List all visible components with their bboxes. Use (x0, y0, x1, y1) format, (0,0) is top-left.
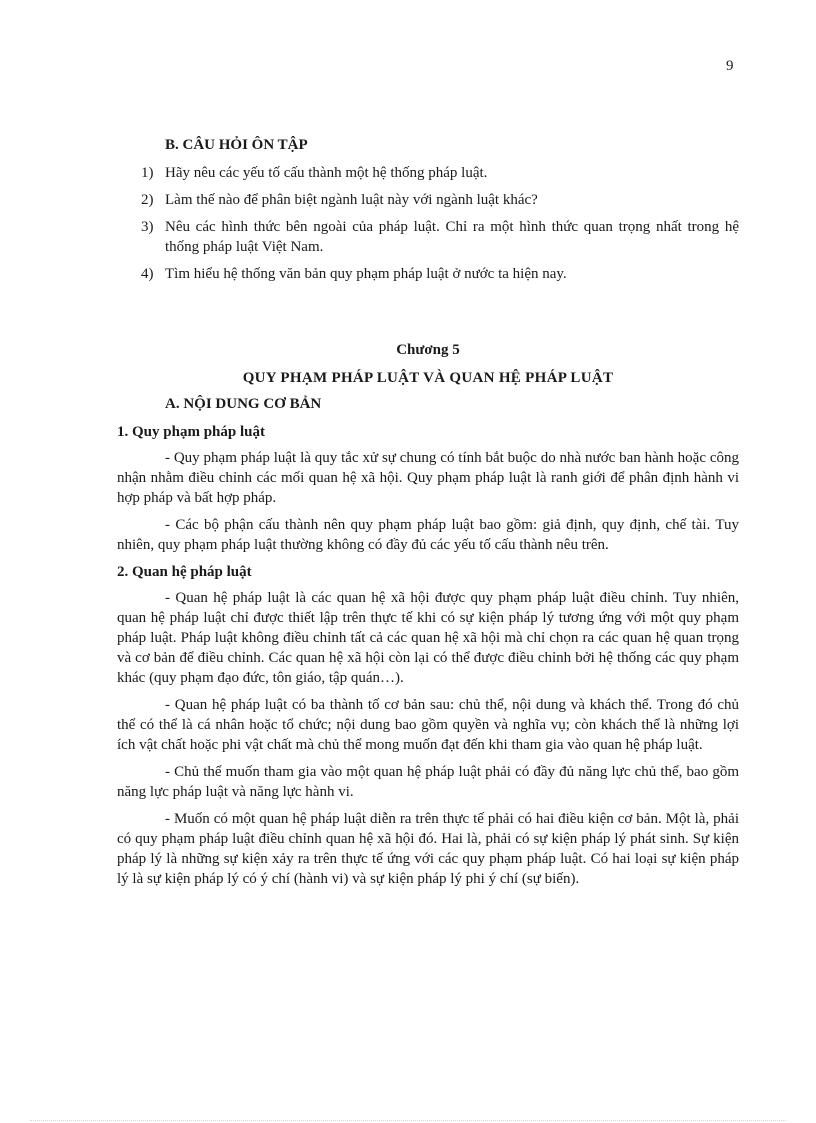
subsection-heading: 2. Quan hệ pháp luật (117, 564, 252, 580)
question-item (117, 217, 739, 257)
question-item (117, 264, 739, 284)
chapter-title: QUY PHẠM PHÁP LUẬT VÀ QUAN HỆ PHÁP LUẬT (242, 370, 614, 386)
question-text: Nêu các hình thức bên ngoài của pháp luật. Chỉ ra một hình thức quan trọng nhất trong hệ thống pháp luật Việt Nam. (165, 219, 739, 255)
section-b-title: B. CÂU HỎI ÔN TẬP (165, 137, 308, 153)
document-body (117, 135, 739, 896)
paragraph: - Quy phạm pháp luật là quy tắc xử sự chung có tính bắt buộc do nhà nước ban hành hoặc công nhận nhằm điều chỉnh các mối quan hệ xã hội. Quy phạm pháp luật là ranh giới để phân định hành vi hợp pháp và bất hợp pháp. (117, 450, 739, 506)
question-item (117, 163, 739, 183)
question-item (117, 190, 739, 210)
question-number: 2) (141, 192, 154, 208)
question-text: Làm thế nào để phân biệt ngành luật này với ngành luật khác? (165, 192, 538, 208)
question-text: Hãy nêu các yếu tố cấu thành một hệ thống pháp luật. (165, 165, 488, 181)
page-number: 9 (726, 58, 734, 74)
subsection-heading: 1. Quy phạm pháp luật (117, 424, 265, 440)
question-number: 4) (141, 266, 154, 282)
paragraph: - Chủ thể muốn tham gia vào một quan hệ pháp luật phải có đầy đủ năng lực chủ thể, bao gồm năng lực pháp luật và năng lực hành vi. (117, 764, 739, 800)
question-text: Tìm hiểu hệ thống văn bản quy phạm pháp luật ở nước ta hiện nay. (165, 266, 567, 282)
paragraph: - Quan hệ pháp luật có ba thành tố cơ bản sau: chủ thể, nội dung và khách thể. Trong đó chủ thể có thể là cá nhân hoặc tổ chức; nội dung bao gồm quyền và nghĩa vụ; còn khách thể là những lợi ích vật chất hoặc phi vật chất mà chủ thể mong muốn đạt đến khi tham gia vào quan hệ pháp luật. (117, 697, 739, 753)
paragraph: - Muốn có một quan hệ pháp luật diễn ra trên thực tế phải có hai điều kiện cơ bản. Một là, phải có quy phạm pháp luật điều chỉnh quan hệ xã hội đó. Hai là, phải có sự kiện pháp lý phát sinh. Sự kiện pháp lý là những sự kiện xảy ra trên thực tế ứng với các quy phạm pháp luật. Có hai loại sự kiện pháp lý là sự kiện pháp lý có ý chí (hành vi) và sự kiện pháp lý phi ý chí (sự biến). (117, 811, 739, 887)
paragraph: - Quan hệ pháp luật là các quan hệ xã hội được quy phạm pháp luật điều chỉnh. Tuy nhiên, quan hệ pháp luật chỉ được thiết lập trên thực tế khi có sự kiện pháp lý tương ứng với một quy phạm pháp luật. Pháp luật không điều chỉnh tất cả các quan hệ xã hội mà chỉ chọn ra các quan hệ quan trọng và cơ bản để điều chỉnh. Các quan hệ xã hội còn lại có thể được điều chỉnh bởi hệ thống các quy phạm khác (quy phạm đạo đức, tôn giáo, tập quán…). (117, 590, 739, 686)
question-number: 3) (141, 219, 154, 235)
question-number: 1) (141, 165, 154, 181)
chapter-number: Chương 5 (396, 342, 460, 358)
page-bottom-border (30, 1120, 786, 1121)
paragraph: - Các bộ phận cấu thành nên quy phạm pháp luật bao gồm: giả định, quy định, chế tài. Tuy nhiên, quy phạm pháp luật thường không có đầy đủ các yếu tố cấu thành nêu trên. (117, 517, 739, 553)
section-a-title: A. NỘI DUNG CƠ BẢN (165, 396, 322, 412)
